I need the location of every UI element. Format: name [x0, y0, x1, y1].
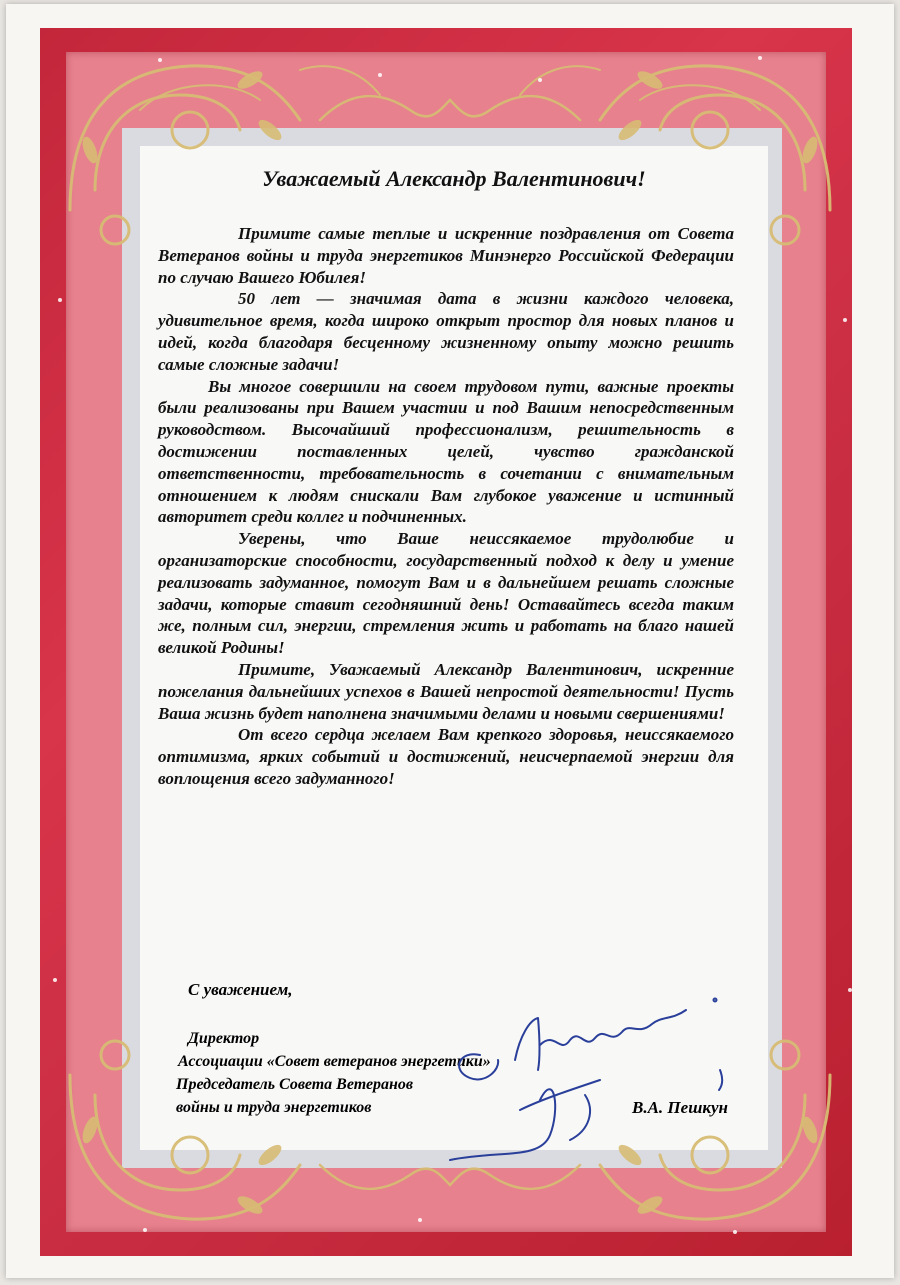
paragraph-health: От всего сердца желаем Вам крепкого здоровья, неиссякаемого оптимизма, ярких событий и достижений, неисчерпаемой энергии для воплощения всего задуманного! [158, 725, 734, 788]
letter-body [158, 165, 734, 790]
signatory-council: войны и труда энергетиков [176, 1099, 372, 1116]
signatory-name: В.А. Пешкун [632, 1098, 728, 1117]
paragraph-anniversary: 50 лет — значимая дата в жизни каждого человека, удивительное время, когда широко открыт простор для новых планов и идей, когда благодаря бесценному жизненному опыту можно решить самые сложные задачи! [158, 289, 734, 374]
paragraph-wishes: Примите, Уважаемый Александр Валентинович, искренние пожелания дальнейших успехов в Вашей непростой деятельности! Пусть Ваша жизнь будет наполнена значимыми делами и новыми свершениями! [158, 659, 734, 723]
closing-phrase: С уважением, [188, 980, 293, 999]
paragraph-congratulations: Примите самые теплые и искренние поздравления от Совета Ветеранов войны и труда энергетиков Минэнерго Российской Федерации по случаю Вашего Юбилея! [158, 224, 734, 287]
letter-salutation: Уважаемый Александр Валентинович! [262, 166, 646, 191]
signatory-position: Председатель Совета Ветеранов [176, 1076, 414, 1093]
paragraph-achievements: Вы многое совершили на своем трудовом пути, важные проекты были реализованы при Вашем участии и под Вашим непосредственным руководством. Высочайший профессионализм, решительность в достижении поставленных целей, чувство гражданской ответственности, требовательность в сочетании с внимательным отношением к людям снискали Вам глубокое уважение и истинный авторитет среди коллег и подчиненных. [158, 376, 734, 527]
signatory-organization: Ассоциации «Совет ветеранов энергетики» [178, 1053, 491, 1070]
paragraph-confidence: Уверены, что Ваше неиссякаемое трудолюбие и организаторские способности, государственный подход к делу и умение реализовать задуманное, помогут Вам и в дальнейшем решать сложные задачи, которые ставит сегодняшний день! Оставайтесь всегда таким же, полным сил, энергии, стремления жить и работать на благо нашей великой Родины! [158, 529, 734, 658]
handwritten-signature [390, 960, 750, 1170]
signatory-title: Директор [188, 1030, 260, 1047]
